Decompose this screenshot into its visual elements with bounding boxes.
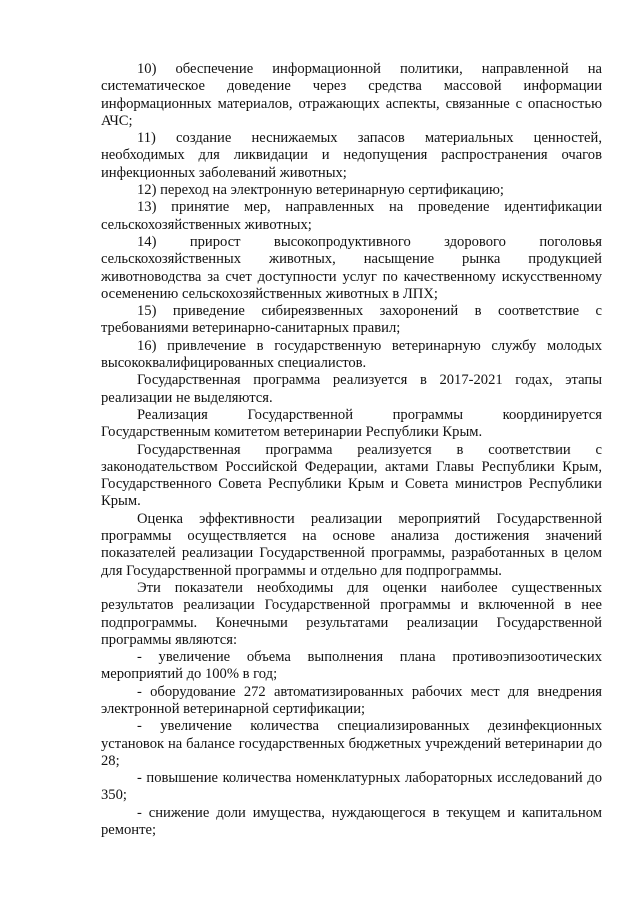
list-item-13: 13) принятие мер, направленных на проведение идентификации сельскохозяйственных животных; bbox=[101, 199, 602, 233]
list-item-12: 12) переход на электронную ветеринарную сертификацию; bbox=[137, 182, 504, 199]
legal-basis-paragraph: Государственная программа реализуется в соответствии с законодательством Российской Федерации, актами Главы Республики Крым, Государственного Совета Республики Крым и Совета министров Республики Крым. bbox=[101, 441, 602, 510]
list-item-11: 11) создание неснижаемых запасов материальных ценностей, необходимых для ликвидации и недопущения распространения очагов инфекционных заболеваний животных; bbox=[101, 130, 602, 181]
result-item-5: - снижение доли имущества, нуждающегося в текущем и капитальном ремонте; bbox=[101, 804, 602, 839]
result-item-1: - увеличение объема выполнения плана противоэпизоотических мероприятий до 100% в год; bbox=[101, 649, 602, 683]
list-item-16: 16) привлечение в государственную ветеринарную службу молодых высококвалифицированных специалистов. bbox=[101, 337, 602, 372]
program-period-paragraph: Государственная программа реализуется в 2017-2021 годах, этапы реализации не выделяются. bbox=[101, 372, 602, 406]
result-item-3: - увеличение количества специализированных дезинфекционных установок на балансе государственных бюджетных учреждений ветеринарии до 28; bbox=[101, 718, 602, 769]
list-item-15: 15) приведение сибиреязвенных захоронений в соответствие с требованиями ветеринарно-санитарных правил; bbox=[101, 303, 602, 337]
evaluation-paragraph: Оценка эффективности реализации мероприятий Государственной программы осуществляется на основе анализа достижения значений показателей реализации Государственной программы, разработанных в целом для Государственной программы и отдельно для подпрограммы. bbox=[101, 510, 602, 579]
result-item-2: - оборудование 272 автоматизированных рабочих мест для внедрения электронной ветеринарной сертификации; bbox=[101, 683, 602, 717]
result-item-4: - повышение количества номенклатурных лабораторных исследований до 350; bbox=[101, 770, 602, 804]
indicators-paragraph: Эти показатели необходимы для оценки наиболее существенных результатов реализации Государственной программы и включенной в нее подпрограммы. Конечными результатами реализации Государственной программы являются: bbox=[101, 579, 602, 648]
list-item-10: 10) обеспечение информационной политики, направленной на систематическое доведение через средства массовой информации информационных материалов, отражающих аспекты, связанные с опасностью АЧС; bbox=[101, 61, 602, 129]
list-item-14: 14) прирост высокопродуктивного здорового поголовья сельскохозяйственных животных, насыщение рынка продукцией животноводства за счет доступности услуг по качественному искусственному осеменению сельскохозяйственных животных в ЛПХ; bbox=[101, 233, 602, 302]
coordination-paragraph: Реализация Государственной программы координируется Государственным комитетом ветеринарии Республики Крым. bbox=[101, 406, 602, 441]
